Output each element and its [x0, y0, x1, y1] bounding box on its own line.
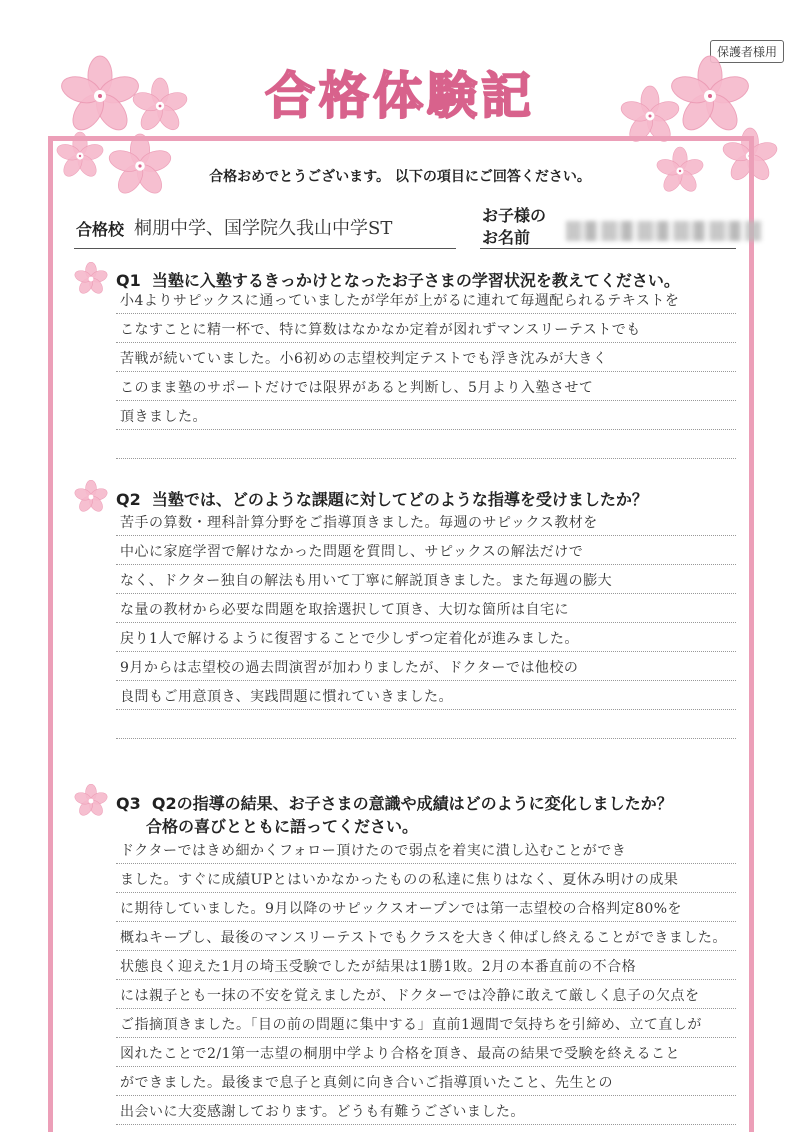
answer-line: ご指摘頂きました。「目の前の問題に集中する」直前1週間で気持ちを引締め、立て直しが [116, 1009, 736, 1038]
q3-heading [116, 791, 673, 814]
school-label: 合格校 [76, 220, 125, 239]
answer-line: なく、ドクター独自の解法も用いて丁寧に解説頂きました。また毎週の膨大 [116, 565, 736, 594]
q2-question: 当塾では、どのような課題に対してどのような指導を受けましたか？ [151, 490, 648, 509]
answer-line: 概ねキープし、最後のマンスリーテストでもクラスを大きく伸ばし終えることができました。 [116, 922, 736, 951]
q2-number: Q2 [116, 490, 141, 509]
answer-line: ました。すぐに成績UPとはいかなかったものの私達に焦りはなく、夏休み明けの成果 [116, 864, 736, 893]
answer-line: 9月からは志望校の過去問演習が加わりましたが、ドクターでは他校の [116, 652, 736, 681]
answer-line: 戻り1人で解けるように復習することで少しずつ定着化が進みました。 [116, 623, 736, 652]
answer-line: 苦戦が続いていました。小6初めの志望校判定テストでも浮き沈みが大きく [116, 343, 736, 372]
answer-line: 苦手の算数・理科計算分野をご指導頂きました。毎週のサピックス教材を [116, 507, 736, 536]
q3-question: Q2の指導の結果、お子さまの意識や成績はどのように変化しましたか？ [151, 794, 673, 813]
answer-line: ドクターではきめ細かくフォロー頂けたので弱点を着実に潰し込むことができ [116, 835, 736, 864]
answer-line: ができました。最後まで息子と真剣に向き合いご指導頂いたこと、先生との [116, 1067, 736, 1096]
answer-line: 中心に家庭学習で解けなかった問題を質問し、サピックスの解法だけで [116, 536, 736, 565]
answer-line [116, 710, 736, 739]
child-name-label: お子様の お名前 [482, 206, 547, 247]
answer-line: 小4よりサピックスに通っていましたが学年が上がるに連れて毎週配られるテキストを [116, 285, 736, 314]
answer-line: 頂きました。 [116, 401, 736, 430]
q1-number: Q1 [116, 271, 141, 290]
redacted-name [566, 221, 762, 241]
greeting-text: 合格おめでとうございます。 以下の項目にご回答ください。 [209, 169, 591, 185]
q3-flower-icon [74, 784, 108, 818]
child-name-underline [480, 248, 736, 249]
q3-answer [116, 835, 736, 1125]
answer-line: 状態良く迎えた1月の埼玉受験でしたが結果は1勝1敗。2月の本番直前の不合格 [116, 951, 736, 980]
answer-line: に期待していました。9月以降のサピックスオープンでは第一志望校の合格判定80%を [116, 893, 736, 922]
answer-line: 出会いに大変感謝しております。どうも有難うございました。 [116, 1096, 736, 1125]
q1-answer [116, 285, 736, 459]
answer-line: な量の教材から必要な問題を取捨選択して頂き、大切な箇所は自宅に [116, 594, 736, 623]
q1-question: 当塾に入塾するきっかけとなったお子さまの学習状況を教えてください。 [151, 271, 680, 290]
answer-line: こなすことに精一杯で、特に算数はなかなか定着が図れずマンスリーテストでも [116, 314, 736, 343]
answer-line [116, 430, 736, 459]
q2-flower-icon [74, 480, 108, 514]
answer-line: には親子とも一抹の不安を覚えましたが、ドクターでは冷静に敢えて厳しく息子の欠点を [116, 980, 736, 1009]
q2-answer [116, 507, 736, 739]
answer-line: 図れたことで2/1第一志望の桐朋中学より合格を頂き、最高の結果で受験を終えること [116, 1038, 736, 1067]
q3-number: Q3 [116, 794, 141, 813]
school-value: 桐朋中学、国学院久我山中学ST [134, 218, 393, 239]
audience-tag: 保護者様用 [710, 40, 784, 63]
q1-flower-icon [74, 262, 108, 296]
answer-line: 良問もご用意頂き、実践問題に慣れていきました。 [116, 681, 736, 710]
q3-question-line2: 合格の喜びとともに語ってください。 [146, 817, 419, 836]
page-title: 合格体験記 [265, 66, 535, 125]
school-row [66, 205, 736, 253]
answer-line: このまま塾のサポートだけでは限界があると判断し、5月より入塾させて [116, 372, 736, 401]
school-underline [74, 248, 456, 249]
